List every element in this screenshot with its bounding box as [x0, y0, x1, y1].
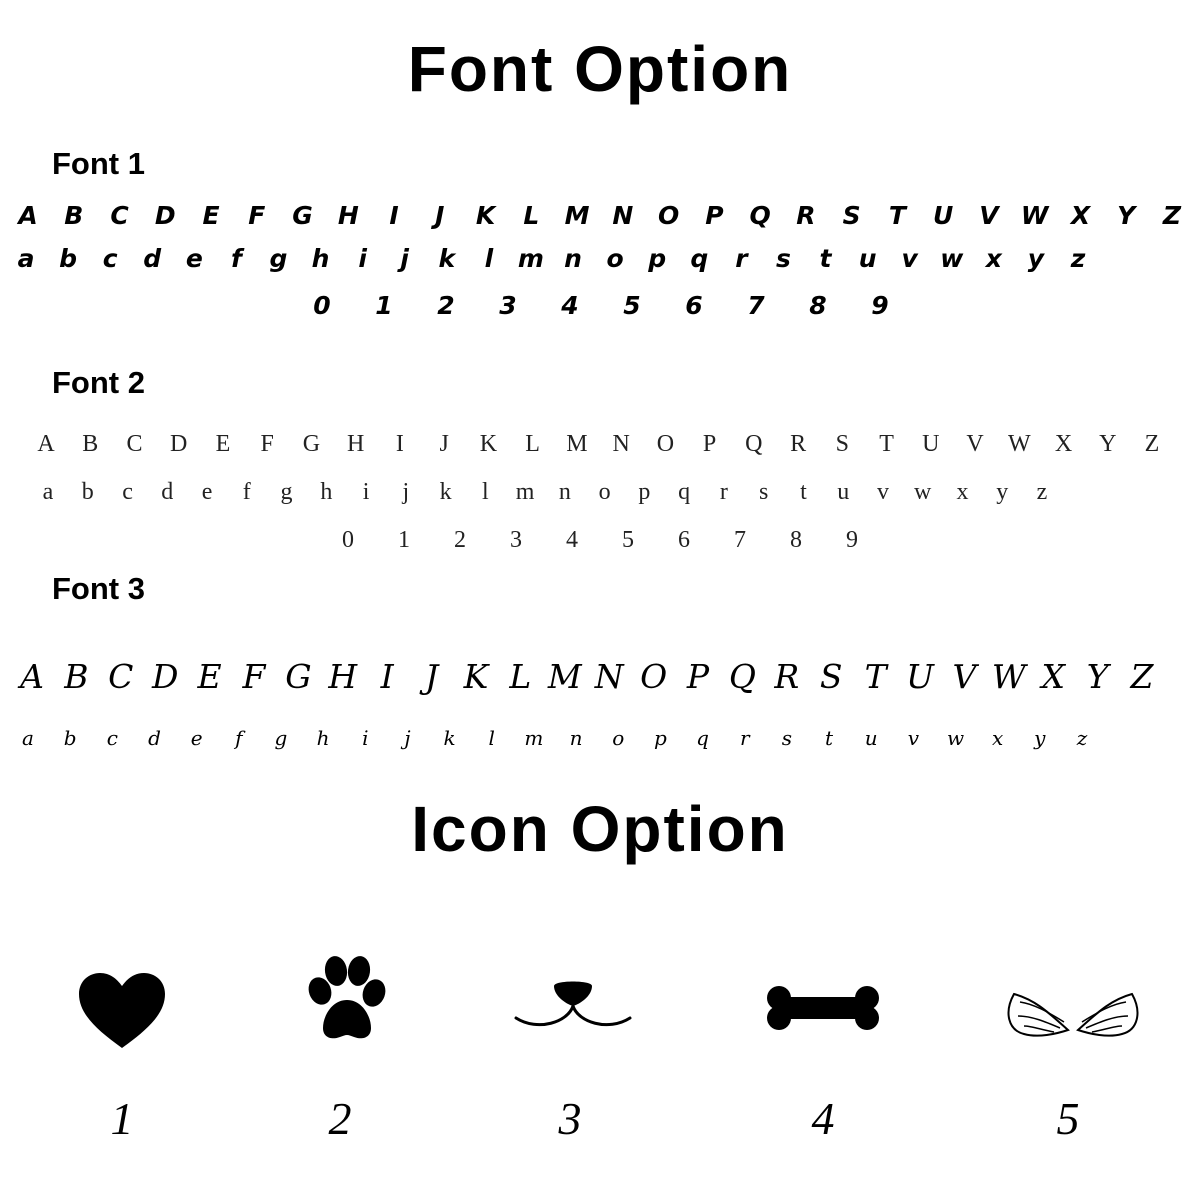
glyph-font-2-uppercase-4: E	[215, 431, 231, 457]
font-3-lowercase-row	[0, 728, 1200, 778]
glyph-font-2-uppercase-3: D	[170, 431, 188, 457]
glyph-font-3-lowercase-3: d	[148, 726, 161, 750]
glyph-font-1-lowercase-12: m	[517, 244, 544, 273]
glyph-font-2-lowercase-21: v	[876, 479, 889, 505]
dog-nose-icon	[488, 950, 658, 1060]
glyph-font-3-lowercase-9: j	[404, 726, 411, 750]
glyph-font-3-uppercase-12: M	[547, 657, 582, 696]
font-1-lowercase-row	[0, 246, 1200, 296]
glyph-font-1-lowercase-10: k	[438, 244, 456, 273]
glyph-font-2-uppercase-20: U	[922, 431, 940, 457]
glyph-font-2-digits-0: 0	[342, 527, 354, 553]
glyph-font-1-lowercase-5: f	[230, 244, 242, 273]
glyph-font-3-uppercase-0: A	[20, 657, 44, 696]
glyph-font-2-lowercase-1: b	[81, 479, 94, 505]
glyph-font-2-lowercase-23: x	[956, 479, 969, 505]
glyph-font-1-digits-4: 4	[561, 291, 579, 320]
glyph-font-1-uppercase-13: N	[612, 201, 634, 230]
glyph-font-2-uppercase-1: B	[82, 431, 99, 457]
glyph-font-1-uppercase-16: Q	[749, 201, 771, 230]
glyph-font-2-lowercase-9: j	[402, 479, 410, 505]
glyph-font-2-lowercase-10: k	[439, 479, 452, 505]
glyph-font-2-digits-2: 2	[454, 527, 466, 553]
glyph-font-3-uppercase-16: Q	[728, 657, 756, 696]
glyph-font-2-digits-1: 1	[398, 527, 410, 553]
glyph-font-1-uppercase-19: T	[888, 201, 906, 230]
glyph-font-2-uppercase-5: F	[260, 431, 274, 457]
glyph-font-3-uppercase-19: T	[864, 657, 887, 696]
glyph-font-1-uppercase-7: H	[337, 201, 359, 230]
glyph-font-3-uppercase-2: C	[108, 657, 134, 696]
font-2-uppercase-row	[0, 432, 1200, 482]
glyph-font-1-lowercase-16: q	[690, 244, 709, 273]
glyph-font-3-uppercase-7: H	[328, 657, 358, 696]
glyph-font-1-digits-1: 1	[375, 291, 393, 320]
glyph-font-1-lowercase-20: u	[858, 244, 877, 273]
glyph-font-3-lowercase-1: b	[63, 726, 77, 750]
glyph-font-2-lowercase-20: u	[837, 479, 850, 505]
glyph-font-2-lowercase-4: e	[201, 479, 213, 505]
glyph-font-3-lowercase-6: g	[274, 726, 288, 750]
glyph-font-3-lowercase-21: v	[907, 726, 920, 750]
icon-5-number: 5	[1056, 1093, 1080, 1144]
glyph-font-3-lowercase-0: a	[22, 726, 34, 750]
glyph-font-3-lowercase-17: r	[739, 726, 750, 750]
glyph-font-2-uppercase-11: L	[525, 431, 540, 457]
glyph-font-2-lowercase-17: r	[719, 479, 728, 505]
glyph-font-1-uppercase-23: X	[1070, 201, 1091, 230]
glyph-font-3-uppercase-11: L	[509, 657, 532, 696]
glyph-font-3-uppercase-20: U	[906, 657, 934, 696]
glyph-font-3-uppercase-1: B	[64, 657, 89, 696]
glyph-font-2-lowercase-7: h	[320, 479, 333, 505]
glyph-font-2-lowercase-11: l	[482, 479, 489, 505]
glyph-font-2-lowercase-5: f	[242, 479, 251, 505]
glyph-font-2-uppercase-18: S	[835, 431, 849, 457]
glyph-font-2-lowercase-6: g	[280, 479, 293, 505]
glyph-font-1-lowercase-14: o	[606, 244, 624, 273]
glyph-font-3-uppercase-5: F	[242, 657, 266, 696]
glyph-font-1-uppercase-15: P	[705, 201, 724, 230]
glyph-font-2-lowercase-3: d	[161, 479, 174, 505]
font-2-digits-row	[0, 528, 1200, 578]
glyph-font-3-uppercase-21: V	[952, 657, 977, 696]
glyph-font-3-uppercase-8: I	[380, 657, 394, 696]
font-3-uppercase-row	[0, 657, 1200, 710]
glyph-font-3-lowercase-5: f	[235, 726, 243, 750]
glyph-font-1-lowercase-18: s	[775, 244, 791, 273]
glyph-font-3-lowercase-25: z	[1076, 726, 1088, 750]
glyph-font-3-lowercase-14: o	[612, 726, 625, 750]
glyph-font-1-lowercase-0: a	[17, 244, 35, 273]
glyph-font-2-uppercase-7: H	[347, 431, 365, 457]
glyph-font-1-uppercase-5: F	[248, 201, 266, 230]
glyph-font-1-uppercase-10: K	[475, 201, 496, 230]
glyph-font-2-digits-8: 8	[790, 527, 802, 553]
glyph-font-3-uppercase-4: E	[197, 657, 222, 696]
glyph-font-1-lowercase-3: d	[143, 244, 162, 273]
glyph-font-1-digits-7: 7	[747, 291, 765, 320]
glyph-font-2-lowercase-14: o	[598, 479, 611, 505]
paw-print-icon	[258, 950, 428, 1060]
glyph-font-2-uppercase-14: O	[656, 431, 675, 457]
glyph-font-2-digits-7: 7	[734, 527, 746, 553]
glyph-font-3-uppercase-3: D	[151, 657, 179, 696]
glyph-font-1-uppercase-8: I	[389, 201, 399, 230]
glyph-font-3-lowercase-16: q	[696, 726, 709, 750]
glyph-font-3-lowercase-18: s	[781, 726, 793, 750]
icon-4-number: 4	[811, 1093, 835, 1144]
glyph-font-1-digits-9: 9	[871, 291, 889, 320]
glyph-font-2-lowercase-19: t	[800, 479, 807, 505]
glyph-font-3-uppercase-25: Z	[1130, 657, 1154, 696]
glyph-font-1-lowercase-8: i	[358, 244, 367, 273]
glyph-font-2-uppercase-8: I	[395, 431, 404, 457]
glyph-font-3-lowercase-24: y	[1034, 726, 1046, 750]
glyph-font-1-uppercase-0: A	[18, 201, 38, 230]
glyph-font-2-lowercase-2: c	[122, 479, 133, 505]
glyph-font-2-uppercase-21: V	[966, 431, 984, 457]
glyph-font-1-uppercase-21: V	[979, 201, 999, 230]
glyph-font-1-uppercase-18: S	[842, 201, 861, 230]
glyph-font-1-uppercase-22: W	[1020, 201, 1049, 230]
glyph-font-2-lowercase-8: i	[362, 479, 370, 505]
glyph-font-2-uppercase-24: Y	[1099, 431, 1117, 457]
glyph-font-3-uppercase-22: W	[991, 657, 1026, 696]
glyph-font-2-uppercase-10: K	[479, 431, 498, 457]
glyph-font-2-digits-5: 5	[622, 527, 634, 553]
heart-icon	[37, 950, 207, 1060]
glyph-font-2-lowercase-24: y	[996, 479, 1009, 505]
glyph-font-1-lowercase-11: l	[484, 244, 494, 273]
glyph-font-2-digits-6: 6	[678, 527, 690, 553]
glyph-font-1-lowercase-19: t	[819, 244, 832, 273]
font-2-lowercase-row	[0, 480, 1200, 530]
font-1-label: Font 1	[52, 146, 145, 181]
glyph-font-1-digits-2: 2	[437, 291, 455, 320]
glyph-font-3-lowercase-8: i	[362, 726, 369, 750]
glyph-font-1-lowercase-9: j	[400, 244, 410, 273]
glyph-font-3-uppercase-9: J	[424, 657, 439, 696]
glyph-font-1-lowercase-23: x	[985, 244, 1002, 273]
glyph-font-1-uppercase-14: O	[657, 201, 680, 230]
glyph-font-1-lowercase-25: z	[1070, 244, 1086, 273]
glyph-font-3-uppercase-23: X	[1041, 657, 1065, 696]
glyph-font-1-uppercase-4: E	[202, 201, 220, 230]
glyph-font-1-uppercase-24: Y	[1117, 201, 1136, 230]
glyph-font-3-lowercase-20: u	[864, 726, 878, 750]
glyph-font-1-lowercase-17: r	[735, 244, 748, 273]
glyph-font-2-uppercase-22: W	[1007, 431, 1031, 457]
glyph-font-2-uppercase-13: N	[612, 431, 630, 457]
glyph-font-3-lowercase-11: l	[488, 726, 495, 750]
font-3-label: Font 3	[52, 571, 145, 606]
glyph-font-1-uppercase-17: R	[796, 201, 816, 230]
glyph-font-2-uppercase-9: J	[439, 431, 449, 457]
bone-icon	[738, 950, 908, 1060]
glyph-font-1-lowercase-13: n	[564, 244, 582, 273]
glyph-font-2-uppercase-23: X	[1054, 431, 1073, 457]
glyph-font-1-uppercase-1: B	[64, 201, 84, 230]
glyph-font-1-uppercase-25: Z	[1162, 201, 1182, 230]
glyph-font-2-uppercase-6: G	[302, 431, 321, 457]
glyph-font-2-uppercase-17: R	[790, 431, 807, 457]
glyph-font-1-lowercase-24: y	[1027, 244, 1045, 273]
glyph-font-2-uppercase-2: C	[126, 431, 143, 457]
glyph-font-3-lowercase-19: t	[825, 726, 834, 750]
glyph-font-1-lowercase-15: p	[648, 244, 667, 273]
icon-2-number: 2	[328, 1093, 352, 1144]
glyph-font-1-digits-5: 5	[623, 291, 641, 320]
glyph-font-3-lowercase-10: k	[443, 726, 456, 750]
glyph-font-3-lowercase-7: h	[316, 726, 330, 750]
glyph-font-1-digits-8: 8	[809, 291, 827, 320]
angel-wings-icon	[988, 950, 1158, 1060]
glyph-font-2-uppercase-19: T	[879, 431, 894, 457]
glyph-font-2-uppercase-16: Q	[745, 431, 763, 457]
glyph-font-3-lowercase-12: m	[524, 726, 544, 750]
glyph-font-3-lowercase-23: x	[992, 726, 1004, 750]
glyph-font-1-lowercase-6: g	[269, 244, 288, 273]
glyph-font-1-digits-6: 6	[685, 291, 703, 320]
glyph-font-2-lowercase-18: s	[759, 479, 769, 505]
glyph-font-2-digits-3: 3	[510, 527, 522, 553]
glyph-font-3-lowercase-15: p	[653, 726, 667, 750]
glyph-font-3-uppercase-17: R	[774, 657, 800, 696]
glyph-font-3-uppercase-6: G	[285, 657, 312, 696]
glyph-font-1-lowercase-22: w	[940, 244, 964, 273]
glyph-font-3-uppercase-10: K	[463, 657, 489, 696]
glyph-font-3-lowercase-2: c	[106, 726, 118, 750]
glyph-font-1-lowercase-7: h	[311, 244, 330, 273]
glyph-font-3-uppercase-13: N	[594, 657, 624, 696]
glyph-font-2-uppercase-15: P	[702, 431, 717, 457]
glyph-font-2-uppercase-12: M	[566, 431, 588, 457]
glyph-font-1-uppercase-9: J	[435, 201, 445, 230]
font-1-digits-row	[0, 293, 1200, 343]
glyph-font-1-digits-3: 3	[499, 291, 517, 320]
glyph-font-1-uppercase-2: C	[110, 201, 129, 230]
font-option-title: Font Option	[407, 33, 793, 105]
glyph-font-2-lowercase-12: m	[515, 479, 535, 505]
glyph-font-3-lowercase-4: e	[190, 726, 203, 750]
glyph-font-2-lowercase-22: w	[914, 479, 932, 505]
glyph-font-2-digits-9: 9	[846, 527, 858, 553]
glyph-font-3-lowercase-13: n	[569, 726, 583, 750]
glyph-font-1-lowercase-21: v	[901, 244, 918, 273]
icon-1-number: 1	[110, 1093, 134, 1144]
glyph-font-3-uppercase-15: P	[686, 657, 710, 696]
glyph-font-1-uppercase-11: L	[523, 201, 540, 230]
glyph-font-3-uppercase-24: Y	[1086, 657, 1109, 696]
glyph-font-3-uppercase-18: S	[819, 657, 843, 696]
glyph-font-2-digits-4: 4	[566, 527, 578, 553]
glyph-font-1-uppercase-3: D	[154, 201, 176, 230]
glyph-font-1-lowercase-4: e	[185, 244, 203, 273]
icon-3-number: 3	[558, 1093, 582, 1144]
glyph-font-1-digits-0: 0	[313, 291, 331, 320]
glyph-font-3-uppercase-14: O	[640, 657, 668, 696]
glyph-font-1-lowercase-2: c	[102, 244, 118, 273]
icon-option-title: Icon Option	[411, 793, 789, 865]
glyph-font-2-lowercase-25: z	[1036, 479, 1048, 505]
glyph-font-1-uppercase-6: G	[292, 201, 313, 230]
glyph-font-2-lowercase-0: a	[42, 479, 54, 505]
glyph-font-1-uppercase-12: M	[564, 201, 590, 230]
glyph-font-2-uppercase-0: A	[37, 431, 55, 457]
glyph-font-2-lowercase-15: p	[638, 479, 651, 505]
glyph-font-2-lowercase-13: n	[558, 479, 571, 505]
font-2-label: Font 2	[52, 365, 145, 400]
glyph-font-2-uppercase-25: Z	[1144, 431, 1160, 457]
glyph-font-2-lowercase-16: q	[678, 479, 691, 505]
glyph-font-1-lowercase-1: b	[59, 244, 78, 273]
glyph-font-3-lowercase-22: w	[946, 726, 965, 750]
glyph-font-1-uppercase-20: U	[933, 201, 954, 230]
